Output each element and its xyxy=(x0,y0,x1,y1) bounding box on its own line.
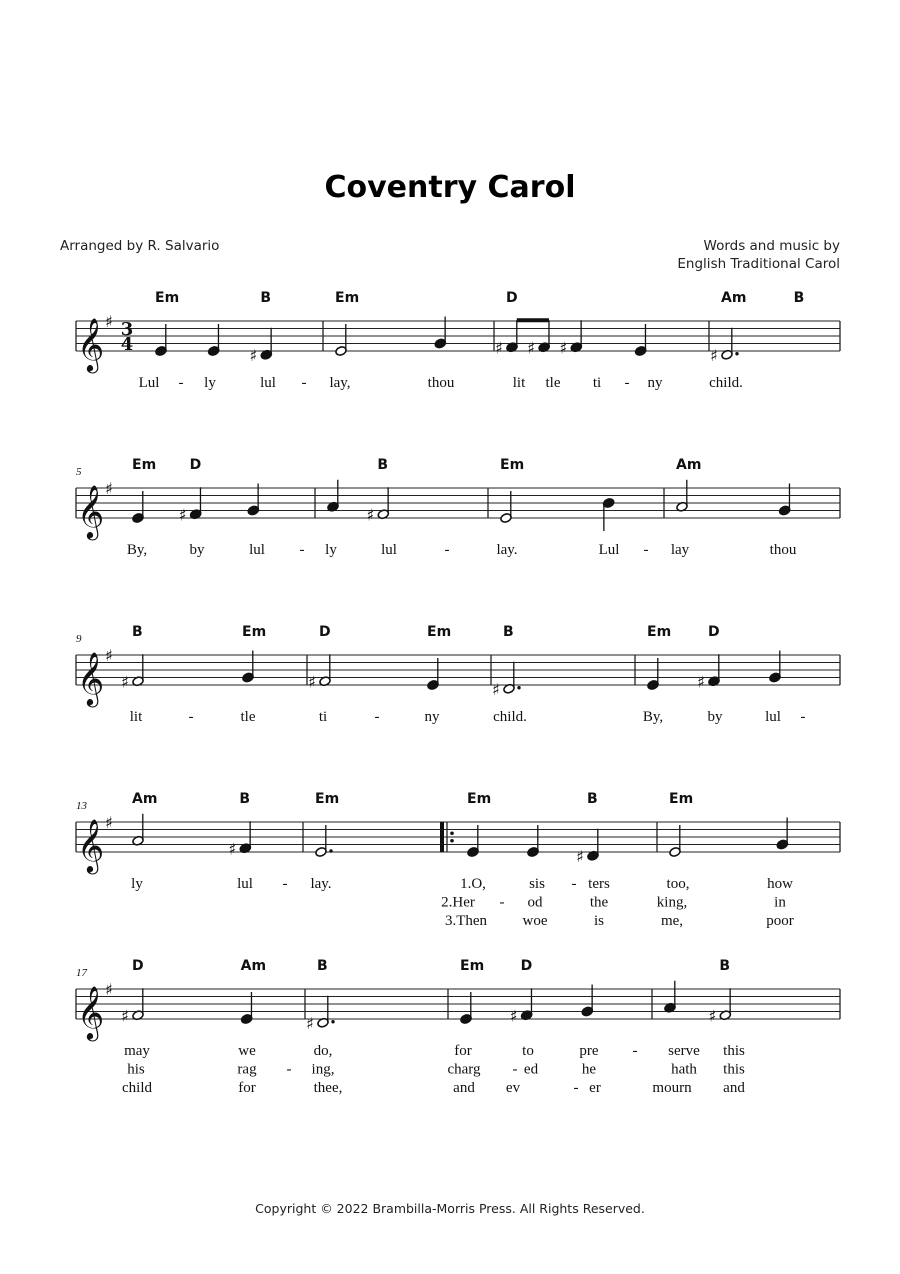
chord-symbol: Em xyxy=(315,791,340,807)
lyric-syllable: he xyxy=(581,1061,597,1078)
sharp-accidental: ♯ xyxy=(249,345,258,365)
lyric-syllable: ly xyxy=(204,375,216,391)
chord-symbol: D xyxy=(189,457,202,473)
lyric-syllable: ny xyxy=(424,709,440,725)
arranger-credit: Arranged by R. Salvario xyxy=(60,238,220,254)
chord-symbol: B xyxy=(793,290,805,306)
measure-number: 9 xyxy=(76,633,82,645)
staff-system xyxy=(76,958,840,1096)
lyric-syllable: ters xyxy=(588,876,610,892)
lyric-hyphen: - xyxy=(178,375,184,391)
chord-symbol: B xyxy=(239,791,251,807)
lyric-syllable: hath xyxy=(671,1061,697,1078)
lyric-syllable: lul xyxy=(381,542,397,558)
repeat-dot xyxy=(450,839,454,843)
lyric-syllable: lul xyxy=(765,709,781,725)
composer-credit-line-2: English Traditional Carol xyxy=(677,256,840,272)
sharp-accidental: ♯ xyxy=(308,672,316,692)
key-signature-sharp: ♯ xyxy=(105,980,113,999)
lyric-syllable: 3.Then xyxy=(444,913,488,929)
chord-symbol: D xyxy=(319,624,331,640)
chord-symbol: B xyxy=(587,791,598,807)
lyric-syllable: child. xyxy=(493,709,527,725)
music-systems xyxy=(76,290,840,1096)
time-signature-beat-type: 4 xyxy=(120,334,134,355)
key-signature-sharp: ♯ xyxy=(105,813,113,832)
lyric-hyphen: - xyxy=(444,542,450,558)
lyric-syllable: tle xyxy=(545,375,561,391)
chord-symbol: Em xyxy=(669,791,694,807)
sharp-accidental: ♯ xyxy=(121,672,129,692)
lyric-syllable: charg xyxy=(447,1061,481,1078)
lyric-syllable: thou xyxy=(769,542,797,558)
lyric-syllable: lay. xyxy=(496,542,518,558)
lyric-syllable: king, xyxy=(656,894,688,911)
lyric-syllable: may xyxy=(124,1043,150,1059)
augmentation-dot xyxy=(329,849,332,852)
lyric-hyphen: - xyxy=(573,1080,579,1096)
key-signature-sharp: ♯ xyxy=(105,312,113,331)
composer-credit-line-1: Words and music by xyxy=(703,238,840,254)
lyric-syllable: serve xyxy=(668,1043,700,1059)
measure-number: 5 xyxy=(76,466,82,478)
lyric-hyphen: - xyxy=(299,542,305,558)
lyric-syllable: ing, xyxy=(311,1061,335,1078)
lyric-syllable: 1.O, xyxy=(460,876,486,892)
lyric-syllable: By, xyxy=(126,542,148,558)
lyric-syllable: mourn xyxy=(652,1080,692,1096)
lyric-syllable: the xyxy=(589,894,609,911)
staff-system xyxy=(76,624,840,725)
sharp-accidental: ♯ xyxy=(121,1006,129,1026)
chord-symbol: B xyxy=(377,457,389,473)
lyric-hyphen: - xyxy=(374,709,380,725)
lyric-syllable: by xyxy=(707,709,723,725)
lyric-hyphen: - xyxy=(286,1061,292,1078)
chord-symbol: Am xyxy=(132,791,158,807)
sharp-accidental: ♯ xyxy=(527,338,535,358)
chord-symbol: B xyxy=(503,624,514,640)
lyric-syllable: pre xyxy=(579,1043,599,1059)
lyric-hyphen: - xyxy=(512,1061,518,1078)
sharp-accidental: ♯ xyxy=(509,1006,518,1026)
treble-clef-icon: 𝄞 xyxy=(77,985,105,1039)
chord-symbol: Em xyxy=(132,457,157,473)
lyric-syllable: poor xyxy=(766,913,794,929)
lyric-syllable: ly xyxy=(325,542,337,558)
lyric-hyphen: - xyxy=(800,709,806,725)
lyric-syllable: ev xyxy=(505,1080,521,1096)
chord-symbol: Em xyxy=(460,958,485,974)
augmentation-dot xyxy=(735,352,738,355)
chord-symbol: Em xyxy=(335,290,360,306)
lyric-syllable: Lul xyxy=(138,375,160,391)
chord-symbol: Em xyxy=(155,290,180,306)
sharp-accidental: ♯ xyxy=(366,505,375,525)
time-signature-beats: 3 xyxy=(120,319,134,340)
augmentation-dot xyxy=(331,1020,334,1023)
sharp-accidental: ♯ xyxy=(495,338,503,358)
measure-number: 17 xyxy=(76,967,87,979)
lyric-syllable: od xyxy=(527,894,543,911)
chord-symbol: Em xyxy=(427,624,452,640)
augmentation-dot xyxy=(517,686,520,689)
sharp-accidental: ♯ xyxy=(708,1006,717,1026)
lyric-syllable: and xyxy=(723,1080,745,1096)
chord-symbol: B xyxy=(132,624,143,640)
chord-symbol: D xyxy=(132,958,144,974)
lyric-syllable: By, xyxy=(642,709,664,725)
sharp-accidental: ♯ xyxy=(576,846,584,866)
lyric-syllable: lul xyxy=(260,375,276,391)
lyric-syllable: child. xyxy=(709,375,743,391)
lyric-syllable: thee, xyxy=(313,1080,343,1096)
lyric-hyphen: - xyxy=(499,894,505,911)
lyric-syllable: lul xyxy=(249,542,265,558)
lyric-syllable: this xyxy=(723,1061,745,1078)
lyric-syllable: how xyxy=(767,876,793,892)
lyric-syllable: is xyxy=(593,913,605,929)
lyric-syllable: 2.Her xyxy=(441,894,475,911)
treble-clef-icon: 𝄞 xyxy=(77,484,105,538)
lyric-syllable: er xyxy=(589,1080,601,1096)
song-title: Coventry Carol xyxy=(324,170,576,205)
lyric-syllable: thou xyxy=(427,375,455,391)
sharp-accidental: ♯ xyxy=(228,839,237,859)
lyric-hyphen: - xyxy=(301,375,307,391)
chord-symbol: D xyxy=(520,958,533,974)
lyric-hyphen: - xyxy=(624,375,630,391)
lyric-hyphen: - xyxy=(282,876,288,892)
copyright-notice: Copyright © 2022 Brambilla-Morris Press. All Rights Reserved. xyxy=(255,1201,645,1216)
sharp-accidental: ♯ xyxy=(710,345,718,365)
repeat-dot xyxy=(450,831,454,835)
lyric-syllable: rag xyxy=(237,1061,257,1078)
lyric-syllable: lay xyxy=(670,542,690,558)
lyric-syllable: Lul xyxy=(598,542,620,558)
chord-symbol: B xyxy=(260,290,272,306)
chord-symbol: B xyxy=(719,958,731,974)
lyric-syllable: ny xyxy=(647,375,663,391)
lyric-syllable: ti xyxy=(318,709,328,725)
chord-symbol: Am xyxy=(721,290,747,306)
treble-clef-icon: 𝄞 xyxy=(77,651,105,705)
chord-symbol: Am xyxy=(240,958,267,974)
lyric-syllable: too, xyxy=(666,876,690,892)
lyric-hyphen: - xyxy=(632,1043,638,1059)
chord-symbol: Em xyxy=(500,457,525,473)
staff-system xyxy=(76,290,840,391)
lyric-syllable: ly xyxy=(131,876,143,892)
measure-number: 13 xyxy=(76,800,87,812)
treble-clef-icon: 𝄞 xyxy=(77,317,105,371)
sharp-accidental: ♯ xyxy=(697,672,705,692)
sharp-accidental: ♯ xyxy=(306,1013,314,1033)
lyric-syllable: lul xyxy=(237,876,253,892)
lyric-syllable: for xyxy=(454,1043,472,1059)
lyric-syllable: tle xyxy=(240,709,256,725)
chord-symbol: D xyxy=(708,624,720,640)
staff-system xyxy=(76,457,840,558)
lyric-syllable: lit xyxy=(129,709,143,725)
lyric-syllable: and xyxy=(453,1080,475,1096)
lyric-syllable: in xyxy=(774,894,786,911)
lyric-syllable: his xyxy=(127,1061,145,1078)
chord-symbol: Am xyxy=(676,457,702,473)
lyric-syllable: ti xyxy=(592,375,602,391)
lyric-syllable: woe xyxy=(522,913,548,929)
lyric-syllable: child xyxy=(122,1080,152,1096)
lyric-hyphen: - xyxy=(188,709,194,725)
chord-symbol: B xyxy=(317,958,328,974)
lyric-syllable: sis xyxy=(529,876,545,892)
lyric-syllable: lay, xyxy=(329,375,351,391)
key-signature-sharp: ♯ xyxy=(105,479,113,498)
lyric-hyphen: - xyxy=(643,542,649,558)
lyric-syllable: do, xyxy=(313,1043,333,1059)
key-signature-sharp: ♯ xyxy=(105,646,113,665)
sharp-accidental: ♯ xyxy=(492,679,500,699)
lyric-syllable: this xyxy=(723,1043,745,1059)
lyric-syllable: to xyxy=(522,1043,534,1059)
lyric-syllable: we xyxy=(238,1043,256,1059)
sharp-accidental: ♯ xyxy=(559,338,568,358)
chord-symbol: D xyxy=(506,290,518,306)
lyric-syllable: by xyxy=(189,542,205,558)
lyric-syllable: for xyxy=(238,1080,256,1096)
lyric-syllable: lit xyxy=(512,375,526,391)
chord-symbol: Em xyxy=(467,791,492,807)
lyric-syllable: ed xyxy=(523,1061,539,1078)
lyric-syllable: me, xyxy=(660,913,684,929)
treble-clef-icon: 𝄞 xyxy=(77,818,105,872)
staff-system xyxy=(76,791,840,929)
lyric-syllable: lay. xyxy=(310,876,332,892)
chord-symbol: Em xyxy=(242,624,267,640)
sharp-accidental: ♯ xyxy=(178,505,187,525)
lyric-hyphen: - xyxy=(571,876,577,892)
chord-symbol: Em xyxy=(647,624,672,640)
